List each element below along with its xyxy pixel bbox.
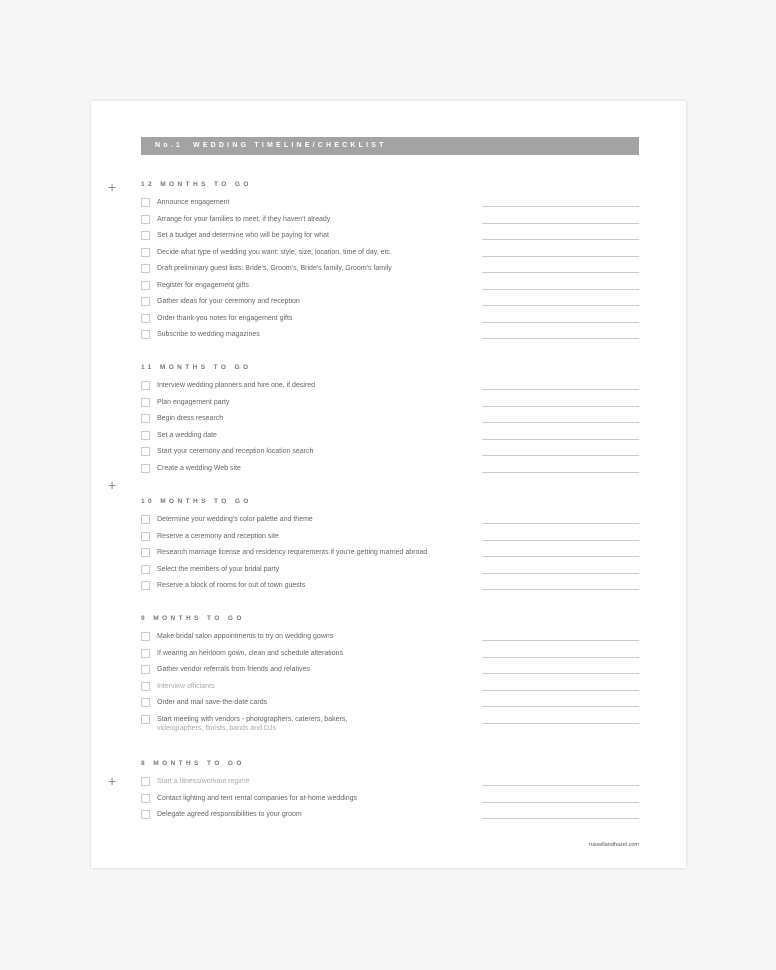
checklist-item bbox=[141, 810, 639, 827]
checklist-item bbox=[141, 464, 639, 481]
notes-line[interactable] bbox=[482, 289, 639, 290]
checklist-title: WEDDING TIMELINE/CHECKLIST bbox=[192, 142, 387, 149]
checkbox[interactable] bbox=[141, 665, 150, 674]
notes-line[interactable] bbox=[482, 657, 639, 658]
checkbox[interactable] bbox=[141, 581, 150, 590]
checkbox[interactable] bbox=[141, 649, 150, 658]
item-label: Begin dress research bbox=[157, 415, 224, 422]
crop-mark-icon: + bbox=[108, 477, 117, 493]
checklist-item bbox=[141, 665, 639, 682]
notes-line[interactable] bbox=[482, 406, 639, 407]
section-11-months bbox=[141, 364, 639, 480]
item-label: Select the members of your bridal party bbox=[157, 565, 280, 573]
notes-line[interactable] bbox=[482, 723, 639, 724]
notes-line[interactable] bbox=[482, 455, 639, 456]
item-label: Gather vendor referrals from friends and relatives bbox=[157, 666, 310, 673]
checkbox[interactable] bbox=[141, 715, 150, 724]
checklist-item bbox=[141, 398, 639, 415]
item-label: Order and mail save-the-date cards bbox=[157, 699, 268, 706]
checkbox[interactable] bbox=[141, 447, 150, 456]
notes-line[interactable] bbox=[482, 338, 639, 339]
section-8-months bbox=[141, 760, 639, 827]
item-label: Register for engagement gifts bbox=[157, 281, 249, 289]
notes-line[interactable] bbox=[482, 322, 639, 323]
notes-line[interactable] bbox=[482, 785, 639, 786]
checklist-item bbox=[141, 649, 639, 666]
checklist-number: No.1 bbox=[155, 142, 183, 149]
checkbox[interactable] bbox=[141, 698, 150, 707]
checklist-item bbox=[141, 215, 639, 232]
checklist-item bbox=[141, 381, 639, 398]
checkbox[interactable] bbox=[141, 464, 150, 473]
notes-line[interactable] bbox=[482, 272, 639, 273]
item-label: Contact lighting and tent rental companies for at-home weddings bbox=[157, 794, 358, 802]
checkbox[interactable] bbox=[141, 682, 150, 691]
notes-line[interactable] bbox=[482, 472, 639, 473]
checklist-item bbox=[141, 281, 639, 298]
checklist-item bbox=[141, 565, 639, 582]
checkbox[interactable] bbox=[141, 314, 150, 323]
checklist-item bbox=[141, 777, 639, 794]
checkbox[interactable] bbox=[141, 264, 150, 273]
item-label: Create a wedding Web site bbox=[157, 464, 241, 472]
checkbox[interactable] bbox=[141, 215, 150, 224]
checklist-item bbox=[141, 431, 639, 448]
item-label: Start your ceremony and reception location search bbox=[157, 448, 314, 455]
section-heading: 11 MONTHS TO GO bbox=[141, 364, 252, 371]
notes-line[interactable] bbox=[482, 523, 639, 524]
notes-line[interactable] bbox=[482, 256, 639, 257]
checkbox[interactable] bbox=[141, 248, 150, 257]
checklist-item bbox=[141, 532, 639, 549]
checklist-item bbox=[141, 231, 639, 248]
crop-mark-icon: + bbox=[108, 773, 117, 789]
item-label: Set a budget and determine who will be paying for what bbox=[157, 232, 329, 239]
checklist-item bbox=[141, 414, 639, 431]
checkbox[interactable] bbox=[141, 565, 150, 574]
checkbox[interactable] bbox=[141, 414, 150, 423]
checklist-item bbox=[141, 794, 639, 811]
notes-line[interactable] bbox=[482, 690, 639, 691]
item-label: Reserve a ceremony and reception site bbox=[157, 532, 279, 540]
checkbox[interactable] bbox=[141, 198, 150, 207]
section-9-months bbox=[141, 615, 639, 743]
checkbox[interactable] bbox=[141, 281, 150, 290]
notes-line[interactable] bbox=[482, 706, 639, 707]
checkbox[interactable] bbox=[141, 231, 150, 240]
item-label: Delegate agreed responsibilities to your groom bbox=[157, 811, 302, 818]
checklist-item bbox=[141, 548, 639, 565]
item-label: Announce engagement bbox=[157, 199, 230, 206]
checkbox[interactable] bbox=[141, 330, 150, 339]
section-heading: 9 MONTHS TO GO bbox=[141, 615, 245, 622]
checklist-item bbox=[141, 198, 639, 215]
notes-line[interactable] bbox=[482, 673, 639, 674]
notes-line[interactable] bbox=[482, 389, 639, 390]
item-label: Set a wedding date bbox=[157, 431, 217, 439]
section-10-months bbox=[141, 498, 639, 598]
checkbox[interactable] bbox=[141, 810, 150, 819]
section-heading: 12 MONTHS TO GO bbox=[141, 181, 252, 188]
checklist-item bbox=[141, 248, 639, 265]
item-label: Gather ideas for your ceremony and reception bbox=[157, 298, 300, 305]
title-bar bbox=[141, 137, 639, 155]
item-label: Interview wedding planners and hire one, if desired bbox=[157, 382, 315, 389]
checkbox[interactable] bbox=[141, 381, 150, 390]
notes-line[interactable] bbox=[482, 223, 639, 224]
notes-line[interactable] bbox=[482, 573, 639, 574]
item-label: Decide what type of wedding you want: style, size, location, time of day, etc. bbox=[157, 248, 392, 256]
checkbox[interactable] bbox=[141, 515, 150, 524]
checklist-item bbox=[141, 715, 639, 743]
section-heading: 10 MONTHS TO GO bbox=[141, 498, 252, 505]
checklist-item bbox=[141, 314, 639, 331]
checkbox[interactable] bbox=[141, 548, 150, 557]
notes-line[interactable] bbox=[482, 439, 639, 440]
item-label: Subscribe to wedding magazines bbox=[157, 331, 260, 338]
item-label: Start meeting with vendors - photographers, caterers, bakers, bbox=[157, 715, 348, 723]
notes-line[interactable] bbox=[482, 206, 639, 207]
item-label: Interview officiants bbox=[157, 682, 215, 690]
item-label: Determine your wedding's color palette and theme bbox=[157, 516, 313, 523]
checkbox[interactable] bbox=[141, 398, 150, 407]
checklist-item bbox=[141, 264, 639, 281]
checklist-item bbox=[141, 297, 639, 314]
section-12-months bbox=[141, 181, 639, 347]
checklist-item bbox=[141, 581, 639, 598]
item-label-continuation: videographers, florists, bands and DJs bbox=[157, 724, 277, 732]
crop-mark-icon: + bbox=[108, 179, 117, 195]
checklist-item bbox=[141, 682, 639, 699]
notes-line[interactable] bbox=[482, 239, 639, 240]
checkbox[interactable] bbox=[141, 794, 150, 803]
checklist-item bbox=[141, 632, 639, 649]
item-label: Start a fitness/workout regime bbox=[157, 778, 250, 785]
checklist-item bbox=[141, 515, 639, 532]
checklist-item bbox=[141, 698, 639, 715]
checkbox[interactable] bbox=[141, 632, 150, 641]
item-label: Order thank-you notes for engagement gifts bbox=[157, 314, 293, 322]
checkbox[interactable] bbox=[141, 431, 150, 440]
footer-website: russellandhazel.com bbox=[588, 842, 639, 848]
checklist-item bbox=[141, 447, 639, 464]
item-label: Plan engagement party bbox=[157, 398, 230, 406]
notes-line[interactable] bbox=[482, 802, 639, 803]
notes-line[interactable] bbox=[482, 305, 639, 306]
notes-line[interactable] bbox=[482, 556, 639, 557]
item-label: Reserve a block of rooms for out of town guests bbox=[157, 582, 306, 589]
notes-line[interactable] bbox=[482, 640, 639, 641]
item-label: Arrange for your families to meet, if they haven't already bbox=[157, 215, 331, 223]
notes-line[interactable] bbox=[482, 422, 639, 423]
checkbox[interactable] bbox=[141, 297, 150, 306]
item-label: Research marriage license and residency requirements if you're getting married abroad bbox=[157, 549, 428, 556]
notes-line[interactable] bbox=[482, 818, 639, 819]
item-label: If wearing an heirloom gown, clean and schedule alterations bbox=[157, 649, 344, 657]
notes-line[interactable] bbox=[482, 589, 639, 590]
item-label: Draft preliminary guest lists: Bride's, Groom's, Bride's family, Groom's family bbox=[157, 265, 392, 272]
checklist-item bbox=[141, 330, 639, 347]
checkbox[interactable] bbox=[141, 532, 150, 541]
notes-line[interactable] bbox=[482, 540, 639, 541]
section-heading: 8 MONTHS TO GO bbox=[141, 760, 245, 767]
item-label: Make bridal salon appointments to try on wedding gowns bbox=[157, 633, 334, 640]
checkbox[interactable] bbox=[141, 777, 150, 786]
